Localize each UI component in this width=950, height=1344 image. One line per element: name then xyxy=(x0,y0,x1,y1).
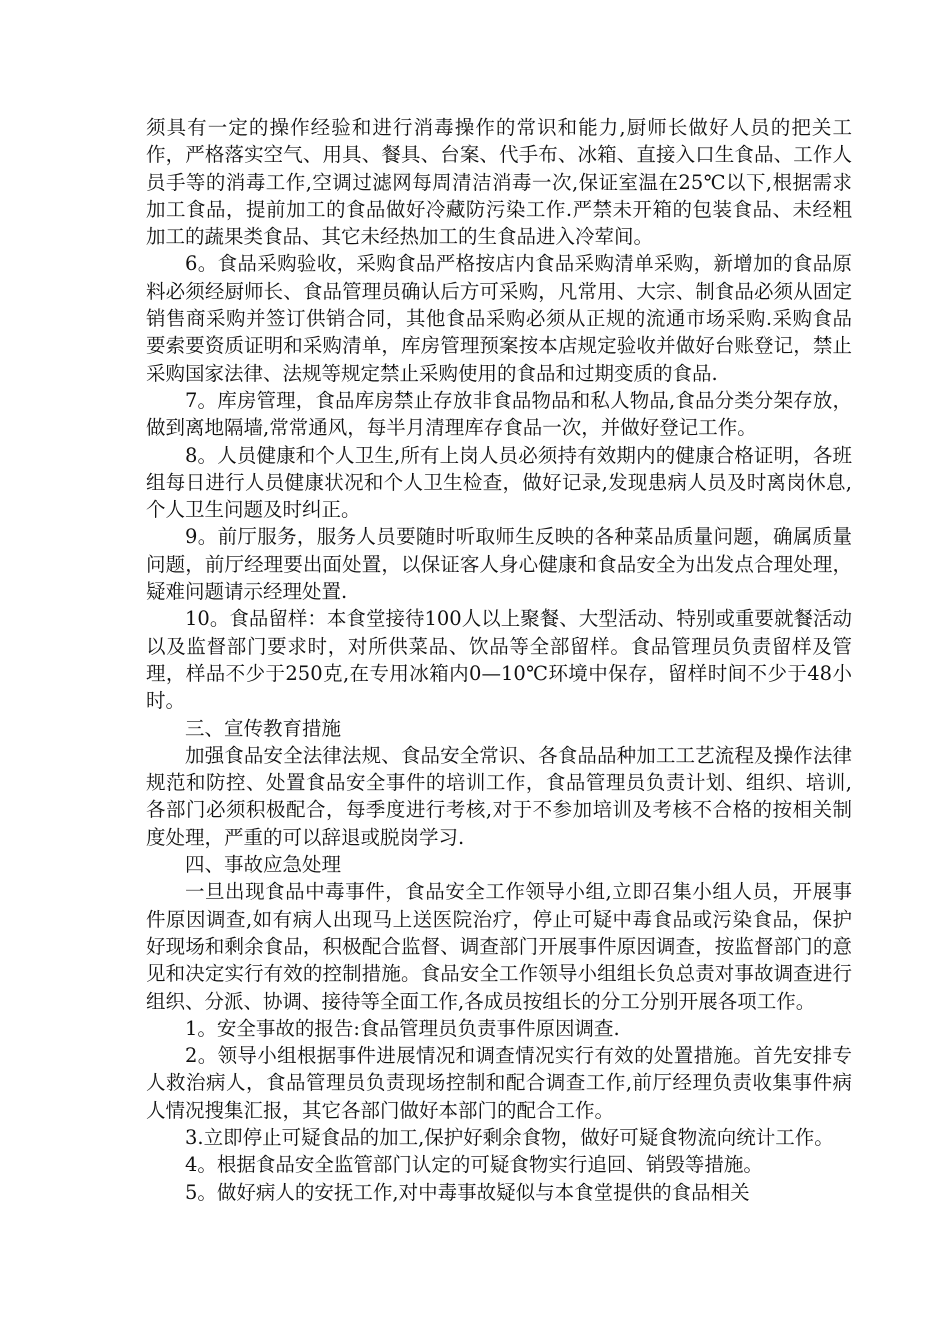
paragraph: 2。领导小组根据事件进展情况和调查情况实行有效的处置措施。首先安排专人救治病人，食品管理员负责现场控制和配合调查工作,前厅经理负责收集事件病人情况搜集汇报，其它各部门做好本部门的配合工作。 xyxy=(146,1044,852,1122)
paragraph: 一旦出现食品中毒事件，食品安全工作领导小组,立即召集小组人员，开展事件原因调查,如有病人出现马上送医院治疗，停止可疑中毒食品或污染食品，保护好现场和剩余食品，积极配合监督、调查部门开展事件原因调查，按监督部门的意见和决定实行有效的控制措施。食品安全工作领导小组组长负总责对事故调查进行组织、分派、协调、接待等全面工作,各成员按组长的分工分别开展各项工作。 xyxy=(146,880,852,1013)
paragraph: 5。做好病人的安抚工作,对中毒事故疑似与本食堂提供的食品相关 xyxy=(185,1180,750,1204)
paragraph: 8。人员健康和个人卫生,所有上岗人员必须持有效期内的健康合格证明，各班组每日进行人员健康状况和个人卫生检查，做好记录,发现患病人员及时离岗休息,个人卫生问题及时纠正。 xyxy=(146,443,852,522)
paragraph: 9。前厅服务，服务人员要随时听取师生反映的各种菜品质量问题，确属质量问题，前厅经理要出面处置，以保证客人身心健康和食品安全为出发点合理处理，疑难问题请示经理处置. xyxy=(146,525,852,604)
paragraph: 1。安全事故的报告:食品管理员负责事件原因调查. xyxy=(185,1016,620,1040)
paragraph: 四、事故应急处理 xyxy=(185,853,342,877)
paragraph: 10。食品留样：本食堂接待100人以上聚餐、大型活动、特别或重要就餐活动以及监督部门要求时，对所供菜品、饮品等全部留样。食品管理员负责留样及管理，样品不少于250克,在专用冰箱内0—10℃环境中保存，留样时间不少于48小时。 xyxy=(146,607,852,713)
paragraph: 6。食品采购验收，采购食品严格按店内食品采购清单采购，新增加的食品原料必须经厨师长、食品管理员确认后方可采购，凡常用、大宗、制食品必须从固定销售商采购并签订供销合同，其他食品采购必须从正规的流通市场采购.采购食品要索要资质证明和采购清单，库房管理预案按本店规定验收并做好台账登记，禁止采购国家法律、法规等规定禁止采购使用的食品和过期变质的食品. xyxy=(146,252,852,385)
paragraph: 三、宣传教育措施 xyxy=(185,716,342,740)
paragraph: 4。根据食品安全监管部门认定的可疑食物实行追回、销毁等措施。 xyxy=(185,1153,763,1177)
paragraph: 7。库房管理，食品库房禁止存放非食品物品和私人物品,食品分类分架存放，做到离地隔墙,常常通风，每半月清理库存食品一次，并做好登记工作。 xyxy=(146,388,852,440)
paragraph: 须具有一定的操作经验和进行消毒操作的常识和能力,厨师长做好人员的把关工作，严格落实空气、用具、餐具、台案、代手布、冰箱、直接入口生食品、工作人员手等的消毒工作,空调过滤网每周清洁消毒一次,保证室温在25℃以下,根据需求加工食品，提前加工的食品做好冷藏防污染工作.严禁未开箱的包装食品、未经粗加工的蔬果类食品、其它未经热加工的生食品进入冷荤间。 xyxy=(146,116,852,249)
paragraph: 3.立即停止可疑食品的加工,保护好剩余食物，做好可疑食物流向统计工作。 xyxy=(185,1125,834,1149)
document-body xyxy=(146,114,852,1206)
paragraph: 加强食品安全法律法规、食品安全常识、各食品品种加工工艺流程及操作法律规范和防控、处置食品安全事件的培训工作，食品管理员负责计划、组织、培训,各部门必须积极配合，每季度进行考核,对于不参加培训及考核不合格的按相关制度处理，严重的可以辞退或脱岗学习. xyxy=(146,743,852,849)
